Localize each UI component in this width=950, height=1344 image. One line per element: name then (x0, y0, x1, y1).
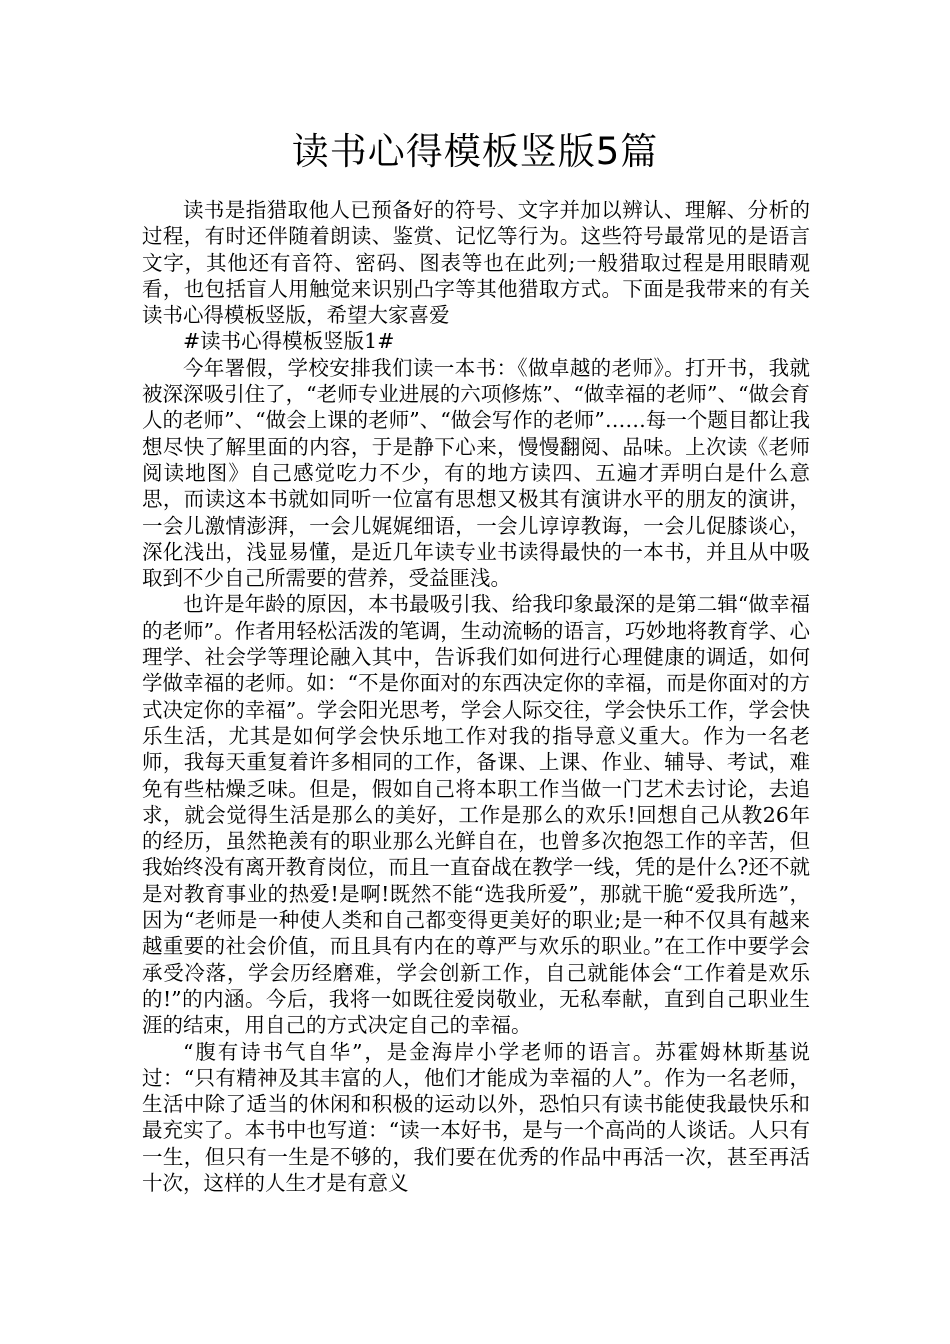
document-title: 读书心得模板竖版5篇 (291, 130, 659, 173)
paragraph-1: 今年署假，学校安排我们读一本书：《做卓越的老师》。打开书，我就被深深吸引住了，“老师专业进展的六项修炼”、“做幸福的老师”、“做会育人的老师”、“做会上课的老师”、“做会写作的老师”……每一个题目都让我想尽快了解里面的内容，于是静下心来，慢慢翻阅、品味。上次读《老师阅读地图》自己感觉吃力不少，有的地方读四、五遍才弄明白是什么意思，而读这本书就如同听一位富有思想又极其有演讲水平的朋友的演讲，一会儿激情澎湃，一会儿娓娓细语，一会儿谆谆教诲，一会儿促膝谈心，深化浅出，浅显易懂，是近几年读专业书读得最快的一本书，并且从中吸取到不少自己所需要的营养，受益匪浅。 (142, 355, 810, 591)
paragraph-intro: 读书是指猎取他人已预备好的符号、文字并加以辨认、理解、分析的过程，有时还伴随着朗读、鉴赏、记忆等行为。这些符号最常见的是语言文字，其他还有音符、密码、图表等也在此列;一般猎取过程是用眼睛观看，也包括盲人用触觉来识别凸字等其他猎取方式。下面是我带来的有关读书心得模板竖版，希望大家喜爱 (142, 198, 810, 328)
document-body (142, 197, 810, 1196)
paragraph-3: “腹有诗书气自华”，是金海岸小学老师的语言。苏霍姆林斯基说过：“只有精神及其丰富的人，他们才能成为幸福的人”。作为一名老师，生活中除了适当的休闲和积极的运动以外，恐怕只有读书能使我最快乐和最充实了。本书中也写道：“读一本好书，是与一个高尚的人谈话。人只有一生，但只有一生是不够的，我们要在优秀的作品中再活一次，甚至再活十次，这样的人生才是有意义 (142, 1039, 810, 1195)
section-heading-1: #读书心得模板竖版1# (183, 329, 395, 354)
paragraph-2: 也许是年龄的原因，本书最吸引我、给我印象最深的是第二辑“做幸福的老师”。作者用轻松活泼的笔调，生动流畅的语言，巧妙地将教育学、心理学、社会学等理论融入其中，告诉我们如何进行心理健康的调适，如何学做幸福的老师。如：“不是你面对的东西决定你的幸福，而是你面对的方式决定你的幸福”。学会阳光思考，学会人际交往，学会快乐工作，学会快乐生活，尤其是如何学会快乐地工作对我的指导意义重大。作为一名老师，我每天重复着许多相同的工作，备课、上课、作业、辅导、考试，难免有些枯燥乏味。但是，假如自己将本职工作当做一门艺术去讨论，去追求，就会觉得生活是那么的美好，工作是那么的欢乐!回想自己从教26年的经历，虽然艳羡有的职业那么光鲜自在，也曾多次抱怨工作的辛苦，但我始终没有离开教育岗位，而且一直奋战在教学一线，凭的是什么?还不就是对教育事业的热爱!是啊!既然不能“选我所爱”，那就干脆“爱我所选”，因为“老师是一种使人类和自己都变得更美好的职业;是一种不仅具有越来越重要的社会价值，而且具有内在的尊严与欢乐的职业。”在工作中要学会承受冷落，学会历经磨难，学会创新工作，自己就能体会“工作着是欢乐的!”的内涵。今后，我将一如既往爱岗敬业，无私奉献，直到自己职业生涯的结束，用自己的方式决定自己的幸福。 (142, 592, 810, 1038)
